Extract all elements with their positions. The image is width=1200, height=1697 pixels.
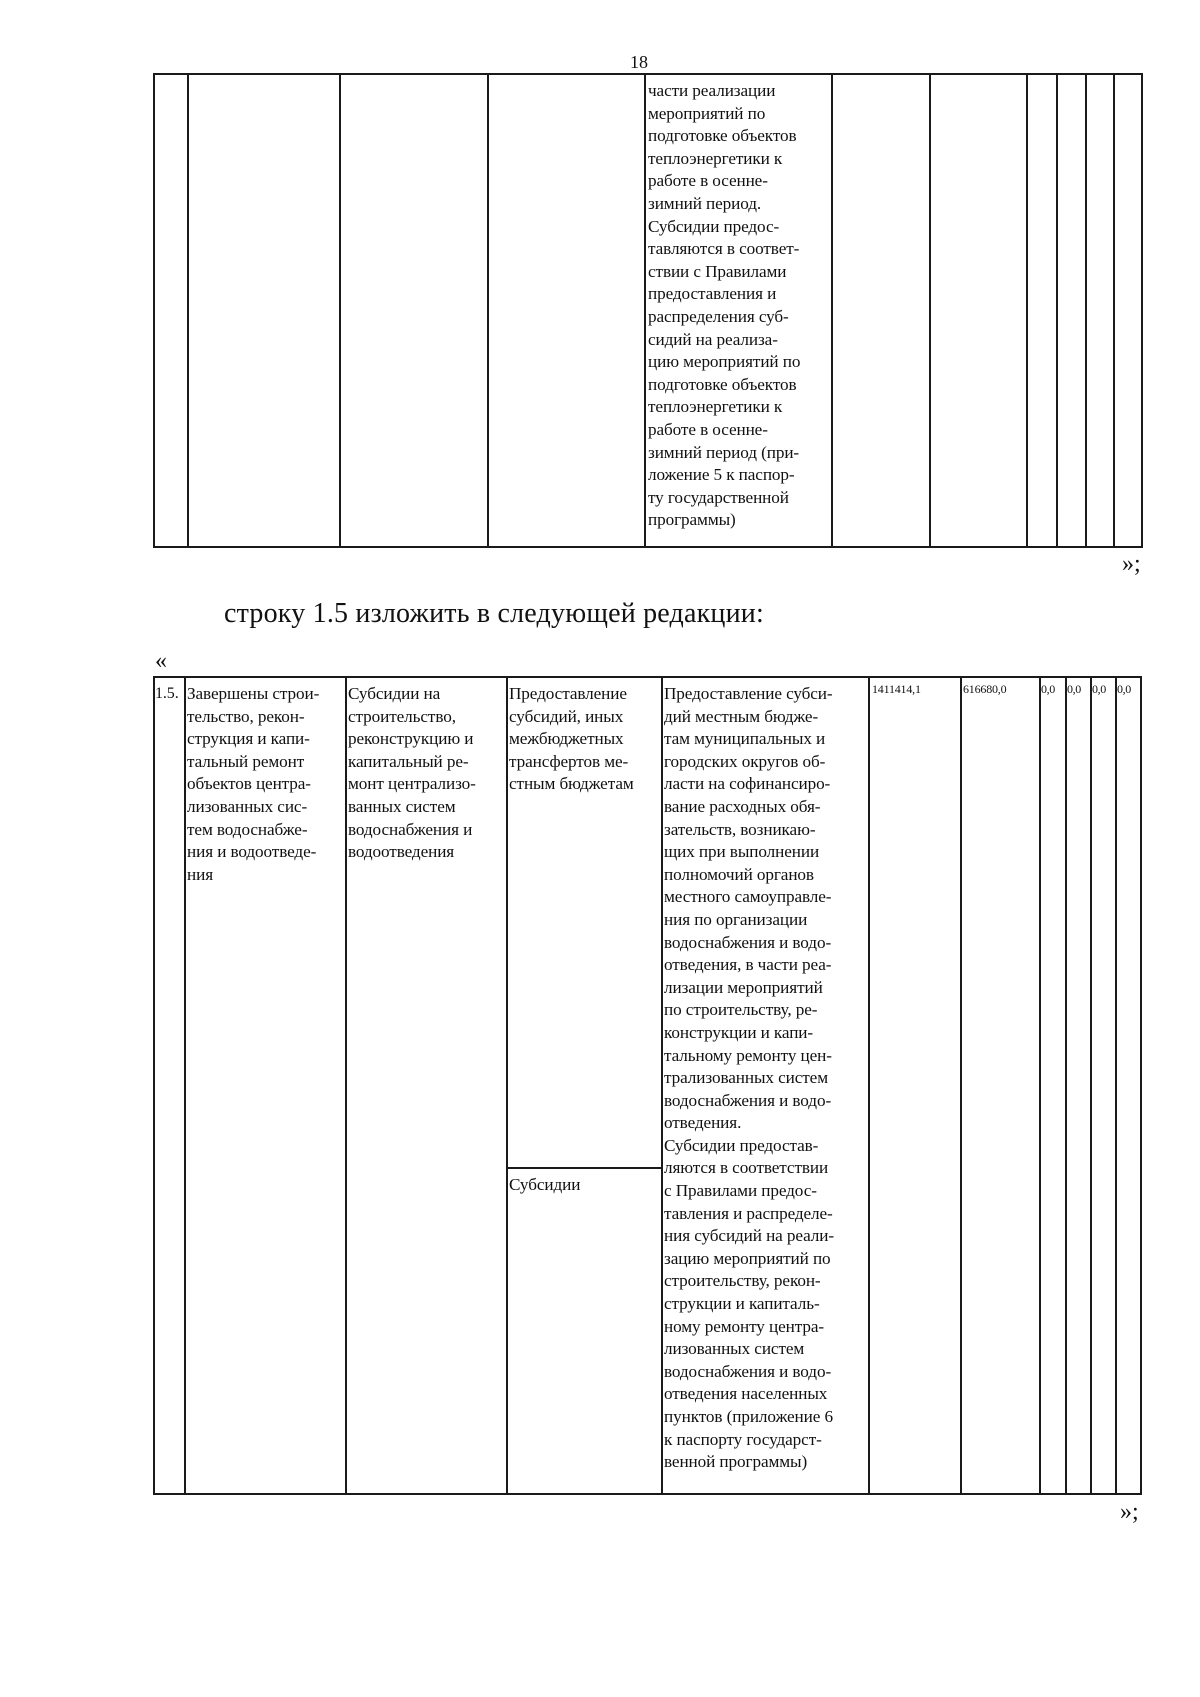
closing-quote: »; [1122, 551, 1141, 577]
cell-amount-total: 1411414,1 [872, 682, 921, 696]
col-line [1115, 676, 1117, 1495]
cell-description: Предоставление субси- дий местным бюдже- там муниципальных и городских округов об- ласти на софинансиро- вание расходных обя- зательств, возникаю- щих при выполнении полномочий органов местного самоуправле- ния по организации водоснабжения и водо- отведения, в части реа- лизации мероприятий по строительству, ре- конструкции и капи- тальному ремонту цен- трализованных систем водоснабжения и водо- отведения. Субсидии предостав- ляются в соответствии с Правилами предос- тавления и распределе- ния субсидий на реали- зацию мероприятий по строительству, рекон- струкции и капиталь- ному ремонту центра- лизованных систем водоснабжения и водо- отведения населенных пунктов (приложение 6 к паспорту государст- венной программы) [664, 684, 835, 1472]
table-border-bottom [153, 1493, 1142, 1495]
cell-value-4: 0,0 [1117, 682, 1131, 696]
col-line [929, 73, 931, 548]
col-line [187, 73, 189, 548]
col-line [960, 676, 962, 1495]
col-line [868, 676, 870, 1495]
cell-amount-2: 616680,0 [963, 682, 1007, 696]
col-line [1140, 676, 1142, 1495]
cell-split-line [506, 1167, 663, 1169]
page-number: 18 [630, 52, 648, 72]
cell-description-continued: части реализации мероприятий по подготовке объектов теплоэнергетики к работе в осенне- зимний период. Субсидии предос- тавляются в соответ- ствии с Правилами предоставления и распределения суб- сидий на реализа- цию мероприятий по подготовке объектов теплоэнергетики к работе в осенне- зимний период (при- ложение 5 к паспор- ту государственной программы) [648, 81, 801, 530]
col-line [1085, 73, 1087, 548]
col-line [153, 676, 155, 1495]
col-line [1141, 73, 1143, 548]
cell-type-transfers: Предоставление субсидий, иных межбюджетных трансфертов ме- стным бюджетам [509, 684, 634, 794]
table-border-top [153, 73, 1142, 75]
amendment-instruction: строку 1.5 изложить в следующей редакции: [224, 598, 764, 629]
col-line [831, 73, 833, 548]
col-line [1065, 676, 1067, 1495]
col-line [1113, 73, 1115, 548]
col-line [1056, 73, 1058, 548]
col-line [339, 73, 341, 548]
col-line [1039, 676, 1041, 1495]
closing-quote: »; [1120, 1499, 1139, 1525]
col-line [153, 73, 155, 548]
col-line [661, 676, 663, 1495]
col-line [487, 73, 489, 548]
cell-value-3: 0,0 [1092, 682, 1106, 696]
cell-value-1: 0,0 [1041, 682, 1055, 696]
row-number: 1.5. [155, 685, 179, 702]
opening-quote: « [155, 648, 167, 674]
table-border-bottom [153, 546, 1142, 548]
cell-event: Субсидии на строительство, реконструкцию и капитальный ре- монт централизо- ванных систем водоснабжения и водоотведения [348, 684, 476, 862]
col-line [184, 676, 186, 1495]
col-line [506, 676, 508, 1495]
table-border-top [153, 676, 1142, 678]
cell-result: Завершены строи- тельство, рекон- струкция и капи- тальный ремонт объектов центра- лизованных сис- тем водоснабже- ния и водоотведе- ния [187, 684, 320, 884]
col-line [1026, 73, 1028, 548]
cell-type-subsidies: Субсидии [509, 1175, 581, 1194]
col-line [1090, 676, 1092, 1495]
cell-value-2: 0,0 [1067, 682, 1081, 696]
col-line [644, 73, 646, 548]
col-line [345, 676, 347, 1495]
